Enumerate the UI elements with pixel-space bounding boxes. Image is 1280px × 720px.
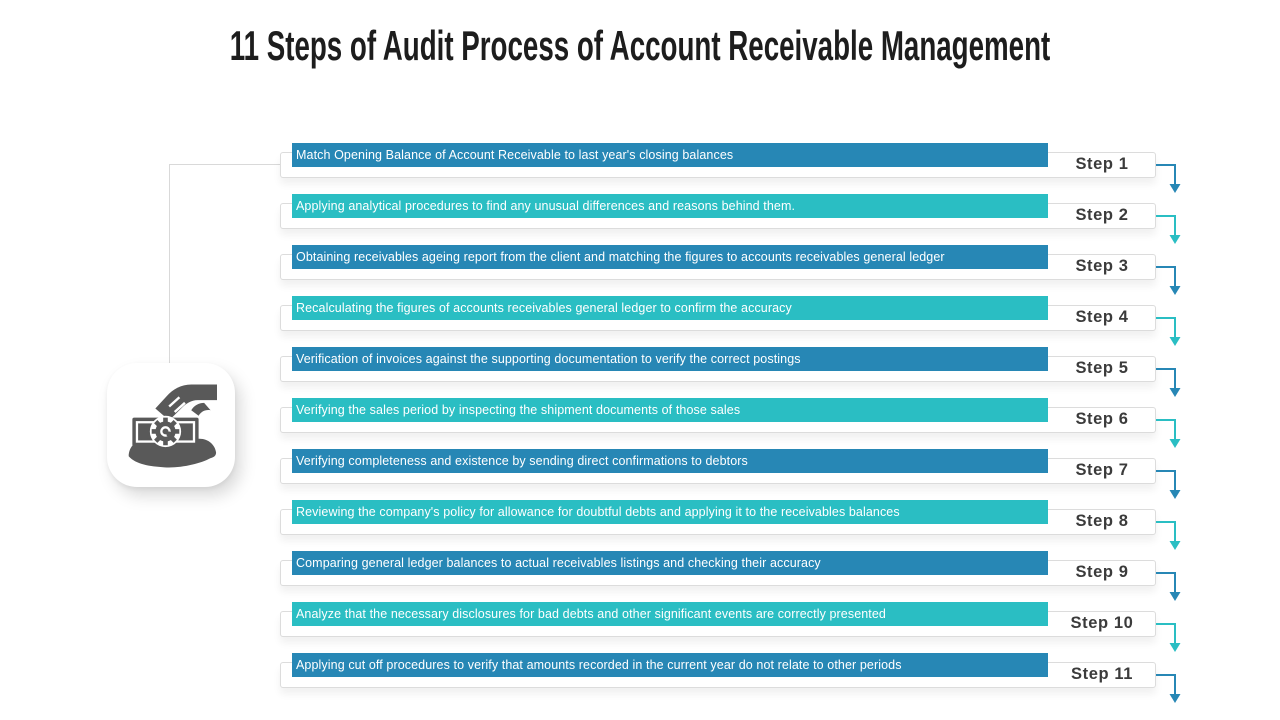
step-description-bar: Verification of invoices against the supporting documentation to verify the correct postings — [292, 347, 1048, 371]
step-row — [0, 347, 1280, 398]
page-title: 11 Steps of Audit Process of Account Receivable Management — [229, 22, 1051, 69]
step-arrow-icon — [1156, 667, 1184, 707]
step-arrow-icon — [1156, 412, 1184, 452]
step-description-bar: Obtaining receivables ageing report from the client and matching the figures to accounts receivables general ledger — [292, 245, 1048, 269]
step-arrow-icon — [1156, 514, 1184, 554]
step-description-bar: Verifying the sales period by inspecting the shipment documents of those sales — [292, 398, 1048, 422]
step-arrow-icon — [1156, 463, 1184, 503]
step-number-label: Step 1 — [1075, 155, 1129, 173]
step-arrow-icon — [1156, 208, 1184, 248]
step-description-bar: Reviewing the company's policy for allowance for doubtful debts and applying it to the receivables balances — [292, 500, 1048, 524]
step-description-bar: Analyze that the necessary disclosures for bad debts and other significant events are correctly presented — [292, 602, 1048, 626]
step-arrow-icon — [1156, 616, 1184, 656]
step-row — [0, 296, 1280, 347]
step-number-label: Step 3 — [1075, 257, 1129, 275]
step-number-label: Step 10 — [1070, 614, 1134, 632]
step-row — [0, 143, 1280, 194]
step-number-label: Step 8 — [1075, 512, 1129, 530]
step-row — [0, 500, 1280, 551]
step-description-bar: Applying analytical procedures to find any unusual differences and reasons behind them. — [292, 194, 1048, 218]
step-description-bar: Applying cut off procedures to verify that amounts recorded in the current year do not relate to other periods — [292, 653, 1048, 677]
step-row — [0, 194, 1280, 245]
step-row — [0, 602, 1280, 653]
step-arrow-icon — [1156, 157, 1184, 197]
step-description-bar: Verifying completeness and existence by sending direct confirmations to debtors — [292, 449, 1048, 473]
step-number-label: Step 5 — [1075, 359, 1129, 377]
step-arrow-icon — [1156, 565, 1184, 605]
step-number-label: Step 11 — [1071, 665, 1133, 683]
step-number-label: Step 2 — [1075, 206, 1129, 224]
step-arrow-icon — [1156, 361, 1184, 401]
step-description-bar: Match Opening Balance of Account Receivable to last year's closing balances — [292, 143, 1048, 167]
step-description-bar: Comparing general ledger balances to actual receivables listings and checking their accuracy — [292, 551, 1048, 575]
step-row — [0, 653, 1280, 704]
step-row — [0, 449, 1280, 500]
step-number-label: Step 6 — [1075, 410, 1129, 428]
step-number-label: Step 7 — [1075, 461, 1129, 479]
step-arrow-icon — [1156, 310, 1184, 350]
step-number-label: Step 9 — [1075, 563, 1129, 581]
step-row — [0, 398, 1280, 449]
step-number-label: Step 4 — [1075, 308, 1129, 326]
step-description-bar: Recalculating the figures of accounts receivables general ledger to confirm the accuracy — [292, 296, 1048, 320]
step-row — [0, 245, 1280, 296]
step-arrow-icon — [1156, 259, 1184, 299]
step-row — [0, 551, 1280, 602]
